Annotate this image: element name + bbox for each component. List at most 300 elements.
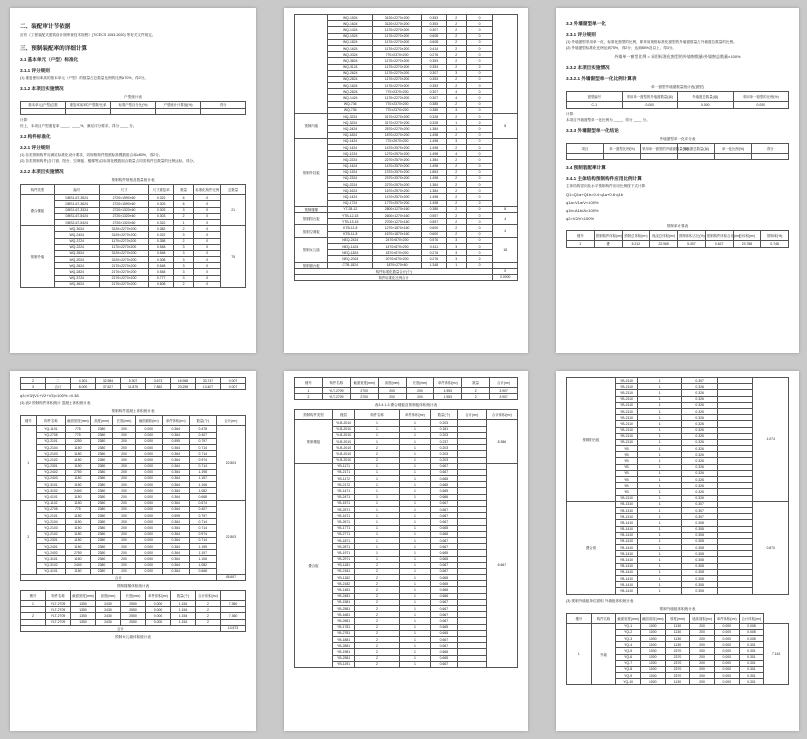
table-cell: 1270×1870×160 <box>373 225 422 231</box>
table-cell: 0.364 <box>162 556 189 562</box>
table-cell: 2380 <box>90 426 113 432</box>
table-cell: YB-1182 <box>332 575 354 581</box>
window-score-table <box>566 143 789 161</box>
table-cell: 2 <box>355 624 400 630</box>
table-cell: 0.000 <box>135 482 162 488</box>
parapet-volume-table <box>294 377 518 400</box>
table-cell: 16.968 <box>171 378 196 384</box>
table-cell: 2 <box>446 15 466 21</box>
table-cell: 2 <box>174 281 194 287</box>
table-cell: YB-1871 <box>332 537 354 543</box>
table-cell: 1170×2270×200 <box>373 33 422 39</box>
table-cell: 1 <box>399 488 430 494</box>
table-cell: 0.667 <box>431 463 458 469</box>
table-cell: NQ-1424 <box>328 194 373 200</box>
table-cell: 1470×870×200 <box>373 243 422 249</box>
table-cell: 0.326 <box>682 421 718 427</box>
table-cell: 1150 <box>66 519 91 525</box>
table-cell: YB-2481 <box>332 593 354 599</box>
table-cell: 0.364 <box>162 469 189 475</box>
table-cell: 1.498 <box>422 200 447 206</box>
table-cell: 1370×2570×200 <box>373 169 422 175</box>
table-cell: 1170×2270×200 <box>373 64 422 70</box>
prefab-rate-table <box>566 230 789 248</box>
column-header: 标准化构件比例 <box>194 185 221 195</box>
table-cell: YQ-1101 <box>36 426 65 432</box>
table-cell: YB-1310 <box>615 507 637 513</box>
table-cell: 1150 <box>66 568 91 574</box>
table-cell: 0.665 <box>431 531 458 537</box>
column-header: 合计体积(m³) <box>486 410 517 420</box>
table-cell: 0.358 <box>149 238 174 244</box>
table-cell: 0.203 <box>431 457 458 463</box>
table-cell: WQ-3024 <box>54 226 99 232</box>
table-cell: 1 <box>399 618 430 624</box>
table-row <box>21 281 246 287</box>
table-cell: 1 <box>638 545 682 551</box>
table-cell: 3120×2270×200 <box>99 257 149 263</box>
table-cell: 2 <box>446 132 466 138</box>
table-cell: 0.364 <box>162 525 189 531</box>
table-cell: 1 <box>638 427 682 433</box>
table-cell: YB-1172 <box>332 476 354 482</box>
table-cell: NQ-3224 <box>328 114 373 120</box>
table-cell: 二 <box>46 378 71 384</box>
table-cell: 0 <box>466 262 493 268</box>
table-cell: 2 <box>174 226 194 232</box>
table-cell: YTB-13-15 <box>328 219 373 225</box>
table-row <box>567 102 789 109</box>
table-cell: 0.407 <box>189 506 216 512</box>
table-cell: 0 <box>194 219 221 225</box>
table-cell: YQ-2102 <box>36 531 65 537</box>
table-cell: 6 <box>174 201 194 207</box>
table-cell: 0.326 <box>682 384 718 390</box>
table-cell: 1.154 <box>171 613 196 619</box>
table-cell: 3120×2270×200 <box>99 232 149 238</box>
table-cell: 1 <box>174 219 194 225</box>
table-cell: 1 <box>399 562 430 568</box>
calc-label: 计算： <box>566 111 577 116</box>
summary-value: 0 <box>493 268 518 274</box>
table-cell: 200 <box>113 537 136 543</box>
table-cell: 2 <box>446 206 466 212</box>
table-cell: 0.353 <box>422 15 447 21</box>
group-label <box>295 15 328 114</box>
table-cell: 0.714 <box>189 463 216 469</box>
table-cell: 0.322 <box>149 232 174 238</box>
table-cell: WQ-2624 <box>54 263 99 269</box>
table-cell: YB-1171 <box>332 463 354 469</box>
table-cell: WQ-2824 <box>328 76 373 82</box>
group-total: 21 <box>221 195 246 226</box>
group-label: 外墙 <box>591 623 616 685</box>
table-cell: 11.875 <box>121 384 146 390</box>
table-cell: 0 <box>466 39 493 45</box>
table-cell: 0.307 <box>422 89 447 95</box>
table-cell: 775 <box>66 506 91 512</box>
table-cell: YB-2881 <box>332 643 354 649</box>
column-header: 高度(mm) <box>378 378 406 388</box>
table-cell: 1 <box>355 507 400 513</box>
table-cell: 0.000 <box>678 102 734 109</box>
group-label: 预制外挂板 <box>295 138 328 206</box>
table-cell: 200 <box>113 475 136 481</box>
table-cell: 4 <box>446 151 466 157</box>
column-header: 截面宽度(mm) <box>66 416 91 426</box>
table-cell: 3 <box>174 275 194 281</box>
table-cell: 0.308 <box>682 538 718 544</box>
group-label: 预制楼梯 <box>295 206 328 212</box>
table-cell: 1130 <box>665 642 690 648</box>
column-header: 预制体积占比(%) <box>678 231 706 241</box>
table-cell: 0.000 <box>135 519 162 525</box>
table-cell: 0 <box>466 126 493 132</box>
column-header: 构件名称 <box>36 416 65 426</box>
table-cell: 1 <box>399 463 430 469</box>
table-cell: 2 <box>196 607 221 613</box>
table-cell: 1 <box>399 593 430 599</box>
table-cell: 0.665 <box>431 550 458 556</box>
table-cell: 0.407 <box>189 432 216 438</box>
table-cell: WQ-3524 <box>54 250 99 256</box>
table-row <box>21 384 246 390</box>
table-cell: 0 <box>466 132 493 138</box>
table-cell: YQ-2104 <box>36 519 65 525</box>
group-total: 1.074 <box>753 378 789 502</box>
table-cell: 0.303 <box>149 207 174 213</box>
table-cell: YB-1410 <box>615 557 637 563</box>
table-cell: 1.197 <box>189 550 216 556</box>
table-cell: 0.301 <box>739 673 764 679</box>
table-cell: YQ-2403 <box>36 475 65 481</box>
table-cell: 1 <box>638 433 682 439</box>
table-cell: 0 <box>466 219 493 225</box>
table-cell: 1 <box>399 537 430 543</box>
table-cell: 2380 <box>90 562 113 568</box>
column-header: 预制总体积(m³) <box>622 231 650 241</box>
table-cell: 1.197 <box>189 475 216 481</box>
table-cell: 2380 <box>90 556 113 562</box>
table-cell: 0.000 <box>714 654 739 660</box>
table-cell: 1000 <box>640 648 665 654</box>
table-cell: 0.714 <box>189 519 216 525</box>
table-cell: 3 <box>174 207 194 213</box>
table-cell: 0.000 <box>135 562 162 568</box>
table-cell: 1 <box>638 588 682 594</box>
table-cell: 2 <box>446 182 466 188</box>
table-cell: 2170×2270×200 <box>99 263 149 269</box>
table-cell: 2370 <box>665 660 690 666</box>
table-cell: 2 <box>355 618 400 624</box>
table-cell: 2470×870×200 <box>373 237 422 243</box>
table-cell: 2700 <box>350 388 378 394</box>
table-cell: 0 <box>466 64 493 70</box>
table-cell: 0 <box>466 138 493 144</box>
group-total: 0.870 <box>753 501 789 594</box>
table-cell: YB <box>615 458 637 464</box>
table-header-row <box>295 378 518 388</box>
table-cell: 0.203 <box>431 445 458 451</box>
table-cell: 3120×2270×200 <box>99 250 149 256</box>
table-cell: 5.307 <box>678 241 706 248</box>
formula-rhs: 采用标准化窗型的外墙窗数量/外墙窗总数量×100% <box>650 54 741 59</box>
table-cell: 0.308 <box>682 563 718 569</box>
table-cell: YB-1410 <box>615 520 637 526</box>
table-cell: 2380 <box>90 543 113 549</box>
table-cell: YB-1981 <box>332 649 354 655</box>
table-cell: 2 <box>446 200 466 206</box>
group-label: 预制外墙 <box>21 226 55 288</box>
paragraph: (1) 重复使用率高的基本单元（户型）的数量占总数量比例的比例≥70%，得2分。 <box>20 76 148 80</box>
table-cell: 200 <box>113 438 136 444</box>
table-cell: 3170×2270×200 <box>373 120 422 126</box>
table-cell: 2380 <box>90 506 113 512</box>
table-cell: 0.000 <box>135 543 162 549</box>
table-cell: 1 <box>355 513 400 519</box>
table-cell: DBS1-67-3324 <box>54 207 99 213</box>
group-total: 22.803 <box>216 426 245 500</box>
table-cell: 1000 <box>640 660 665 666</box>
table-cell: 0 <box>466 231 493 237</box>
table-cell: YQ-2401 <box>36 543 65 549</box>
table-cell: 0.777 <box>149 275 174 281</box>
subsection-heading: 3.4 预制装配率计算 <box>566 165 606 171</box>
table-cell: 0.364 <box>162 463 189 469</box>
table-cell: YB-2110 <box>615 384 637 390</box>
table-cell: 1 <box>638 408 682 414</box>
table-cell: 2 <box>355 575 400 581</box>
table-cell: 0.276 <box>422 256 447 262</box>
table-cell: YQ-2301 <box>36 537 65 543</box>
table-cell: 200 <box>690 623 715 629</box>
page-3 <box>556 8 799 353</box>
table-cell: 0 <box>194 275 221 281</box>
table-cell: 1000 <box>640 642 665 648</box>
table-cell: 1350 <box>71 601 96 607</box>
table-cell: YB-1471 <box>332 488 354 494</box>
table-header-row <box>567 92 789 102</box>
table-cell: 0.665 <box>431 525 458 531</box>
table-cell: YB-1410 <box>615 551 637 557</box>
table-cell: 2380 <box>90 482 113 488</box>
column-header: 标准户型百分比(%) <box>111 102 156 109</box>
table-cell: 0.414 <box>422 45 447 51</box>
table-cell: 2 <box>196 619 221 625</box>
table-cell: YB <box>615 489 637 495</box>
table-cell: 2 <box>446 45 466 51</box>
table-cell: 1 <box>399 556 430 562</box>
table-cell: 1150 <box>66 513 91 519</box>
table-cell: 0.322 <box>149 195 174 201</box>
table-cell: 0.600 <box>422 225 447 231</box>
table-cell: 1 <box>399 544 430 550</box>
table-cell: YB-1410 <box>615 545 637 551</box>
table-cell: 0.608 <box>422 33 447 39</box>
group-total: 18 <box>493 237 518 262</box>
table-cell: YB-1410 <box>615 538 637 544</box>
table-cell: 2380 <box>90 463 113 469</box>
table-cell: 1 <box>399 624 430 630</box>
group-label: 叠合楼板 <box>21 195 55 226</box>
group-label: 预制阳台板 <box>295 213 328 225</box>
table-cell: 1 <box>399 636 430 642</box>
table-cell: 0.000 <box>146 601 171 607</box>
page-6 <box>556 371 799 731</box>
table-cell: 200 <box>113 469 136 475</box>
table-cell: 2 <box>355 649 400 655</box>
table-cell: WQ-1424 <box>328 95 373 101</box>
table-cell: 0 <box>466 250 493 256</box>
table-cell: 0.307 <box>682 507 718 513</box>
column-header: 尺寸 <box>99 185 149 195</box>
column-header: 总体积(m³) <box>733 231 761 241</box>
table-cell: 0.308 <box>682 569 718 575</box>
table-cell: 1 <box>355 420 400 426</box>
table-cell: YTB-12-15 <box>328 213 373 219</box>
table-cell: 2720×1320×60 <box>99 219 149 225</box>
table-cell: 0 <box>194 201 221 207</box>
table-cell: 3 <box>446 256 466 262</box>
table-cell: 200 <box>113 550 136 556</box>
table-cell: 1.953 <box>434 394 462 400</box>
table-cell: 0.000 <box>135 506 162 512</box>
table-cell: 200 <box>690 642 715 648</box>
table-cell: 1170×2270×200 <box>373 27 422 33</box>
table-cell: 0.000 <box>135 556 162 562</box>
table-cell: 0.237 <box>431 438 458 444</box>
table-cell: 0.667 <box>431 618 458 624</box>
table-cell: 2 <box>196 601 221 607</box>
table-cell: 1 <box>399 438 430 444</box>
table-cell: 2750 <box>66 550 91 556</box>
table-cell: 2800×1270×160 <box>373 206 422 212</box>
column-header: 数量 <box>462 378 490 388</box>
column-header: 楼号 <box>567 231 595 241</box>
table-cell: WQ-736 <box>328 101 373 107</box>
table-cell: 3 <box>446 107 466 113</box>
table-cell: 1 <box>638 464 682 470</box>
table-cell: 1000 <box>640 673 665 679</box>
group-total <box>493 138 518 206</box>
summary-value: 0.0000 <box>493 274 518 280</box>
section-heading: 三、预制装配率的详细计算 <box>20 46 88 52</box>
table-cell: NEQ-1824 <box>328 250 373 256</box>
table-cell: 0.548 <box>149 263 174 269</box>
table-cell: 0.668 <box>189 568 216 574</box>
column-header: 厚度(mm) <box>665 613 690 623</box>
table-cell: 8.000 <box>71 384 96 390</box>
table-caption: 单一窗型外墙窗数量统计表(窗型) <box>651 85 704 89</box>
table-cell: 1150 <box>66 463 91 469</box>
table-cell: 2 <box>355 599 400 605</box>
table-cell: 2600×1270×160 <box>373 213 422 219</box>
table-caption: 预制构件规格及数量统计表 <box>111 178 155 183</box>
table-cell: 1000 <box>640 623 665 629</box>
table-cell: 1.498 <box>422 163 447 169</box>
subsection-heading: 3.3 外墙窗型单一化 <box>566 21 606 26</box>
table-cell: 2700 <box>350 394 378 400</box>
table-cell: 0 <box>194 250 221 256</box>
table-cell: YB-2981 <box>332 655 354 661</box>
table-cell: 0.326 <box>682 439 718 445</box>
table-cell: 3 <box>174 263 194 269</box>
table-cell: 0.326 <box>682 495 718 501</box>
table-cell: YLT-2709 <box>322 388 350 394</box>
table-cell: YB-1410 <box>615 532 637 538</box>
table-cell: 0.385 <box>422 101 447 107</box>
table-cell: 0.667 <box>431 544 458 550</box>
table-cell: YB-1310 <box>615 501 637 507</box>
table-cell: 1 <box>638 439 682 445</box>
column-header <box>221 591 246 601</box>
table-cell: 1770×2570×200 <box>373 200 422 206</box>
table-cell: 1 <box>638 415 682 421</box>
table-cell: YB-1671 <box>332 513 354 519</box>
table-cell: 0.667 <box>431 507 458 513</box>
table-cell: 0 <box>194 238 221 244</box>
page-1 <box>10 8 256 353</box>
table-cell: 200 <box>113 531 136 537</box>
table-cell: 2270×2570×200 <box>373 157 422 163</box>
table-cell: 0.308 <box>682 582 718 588</box>
table-cell: 1470×2570×200 <box>373 163 422 169</box>
table-cell: 0.667 <box>431 568 458 574</box>
table-cell: YB-2110 <box>615 495 637 501</box>
table-cell: NQ-1624 <box>328 188 373 194</box>
column-header: 楼号 <box>21 591 46 601</box>
table-cell: YB-2172 <box>332 482 354 488</box>
table-cell: 200 <box>113 494 136 500</box>
table-cell: 1170×2270×200 <box>373 39 422 45</box>
table-cell: 1 <box>399 568 430 574</box>
table-cell: 0.000 <box>135 438 162 444</box>
table-cell: 0.364 <box>162 537 189 543</box>
table-cell: 1670×2570×200 <box>373 188 422 194</box>
column-header: 截面宽度(mm) <box>350 378 378 388</box>
table-cell: 0.000 <box>135 451 162 457</box>
table-cell: 1.106 <box>189 482 216 488</box>
summary-value: 45.607 <box>216 574 245 580</box>
table-cell: 0.667 <box>431 537 458 543</box>
table-cell: 0.627 <box>705 241 733 248</box>
table-cell: 2550 <box>121 607 146 613</box>
table-cell: 200 <box>113 488 136 494</box>
table-cell: 3 <box>174 244 194 250</box>
floor-label: 2 <box>21 500 37 574</box>
table-cell: YQ-2705 <box>36 432 65 438</box>
table-cell: DBS1-67-3524 <box>54 195 99 201</box>
table-cell: 0.557 <box>422 213 447 219</box>
table-cell: 2370 <box>665 666 690 672</box>
column-header: 数量 <box>174 185 194 195</box>
group-total: 7.161 <box>764 623 789 685</box>
table-cell: YB-2110 <box>615 433 637 439</box>
group-total: 8 <box>493 114 518 139</box>
table-cell: 2 <box>446 144 466 150</box>
table-cell: 0.667 <box>431 513 458 519</box>
table-cell: 0.353 <box>422 21 447 27</box>
table-cell: YB-1410 <box>615 563 637 569</box>
table-cell: 0.665 <box>431 581 458 587</box>
table-cell <box>752 153 789 160</box>
table-cell: 0 <box>466 52 493 58</box>
table-cell: 3 <box>21 384 46 390</box>
table-cell: 0.328 <box>422 120 447 126</box>
table-cell: 2370 <box>665 654 690 660</box>
table-cell: 1130 <box>665 635 690 641</box>
table-cell: 1 <box>399 661 430 667</box>
